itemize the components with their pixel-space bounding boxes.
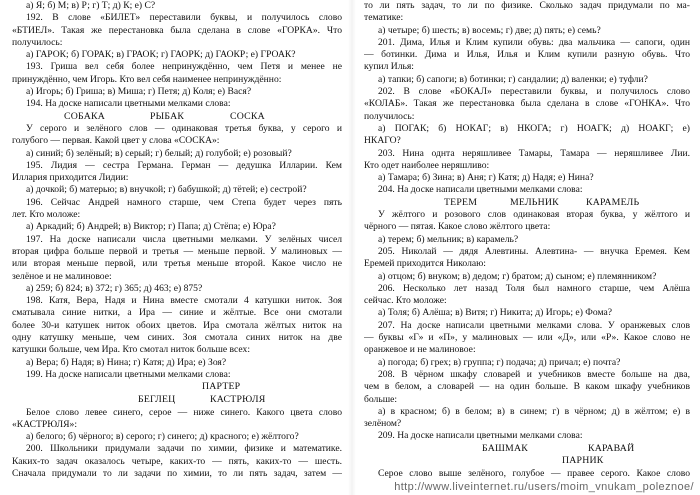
text-line: получилось: <box>12 36 63 48</box>
text-line: одну катушку меньше, чем синих. Зоя смотала синих ниток на две <box>12 332 342 344</box>
question-208: 208. В чёрном шкафу словарей и учебников вместе больше на два, <box>378 368 690 380</box>
word-row-194 <box>12 111 342 123</box>
word-parter: ПАРТЕР <box>202 381 241 393</box>
word-row-204 <box>364 197 690 209</box>
word-sobaka: СОБАКА <box>64 110 105 122</box>
answer-line: а) Аркадий; б) Андрей; в) Виктор; г) Папа; д) Стёпа; е) Юра? <box>26 221 276 233</box>
source-url: http://www.liveinternet.ru/users/moim_vnukam_poleznoe/ <box>394 481 694 493</box>
answer-line: а) четыре; б) шесть; в) восемь; г) две; д) пять; е) семь? <box>378 24 601 36</box>
right-page <box>364 0 690 480</box>
text-line: «КАСТРЮЛЯ»: <box>12 418 77 430</box>
text-line: «КОЛАБ». Такая же перестановка была сделана в слове «ГОНКА». Что <box>364 98 690 110</box>
text-line: тематике: <box>364 12 404 24</box>
text-line: НКАГО? <box>364 135 401 147</box>
answer-line: а) тапки; б) сапоги; в) ботинки; г) сандалии; д) валенки; е) туфли? <box>378 73 648 85</box>
question-200: 200. Школьники придумали задачи по химии, физике и математике. <box>26 443 342 455</box>
question-203: 203. Нина однта неряшливее Тамары, Тамара — неряшливее Лии. <box>378 147 690 159</box>
text-line: — ботинки. Дима и Илья, Илья и Клим купили разную обувь. Что <box>364 49 690 61</box>
text-line: У жёлтого и розового слов одинаковая вторая буква, у жёлтого и <box>378 209 690 221</box>
text-line: сматывала синие нитки, а Ира — синие и жёлтые. Все они смотали <box>12 307 342 319</box>
text-line: более 30-и катушек ниток обоих цветов. Ира смотала жёлтых ниток на <box>12 319 342 331</box>
word-row-209-top <box>364 443 690 455</box>
text-line: зелёном? <box>364 418 402 430</box>
question-197: 197. На доске написали числа цветными мелками. У зелёных чисел <box>26 233 342 245</box>
question-198: 198. Катя, Вера, Надя и Нина вместе смотали 4 катушки ниток. Зоя <box>26 295 342 307</box>
text-line: больше: <box>364 393 398 405</box>
text-line: вторая цифра больше первой и третья — меньше первой. У малиновых — <box>12 245 342 257</box>
question-201: 201. Дима, Илья и Клим купили обувь: два мальчика — сапоги, один <box>378 36 690 48</box>
answer-line: а) 259; б) 824; в) 372; г) 365; д) 463; е) 875? <box>26 282 203 294</box>
word-melnik: МЕЛЬНИК <box>510 196 559 208</box>
answer-line: а) в краснoм; б) в белом; в) в синем; г) в чёрном; д) в жёлтом; е) в <box>378 405 690 417</box>
text-line: «БТИЕЛ». Такая же перестановка была сделана в слове «ГОРКА». Что <box>12 24 342 36</box>
text-line: сейчас. Кто моложе: <box>364 295 447 307</box>
text-line: Серое слово выше зелёного, голубое — правее серого. Какое слово <box>378 467 690 479</box>
question-205: 205. Николай — дядя Алевтины. Алевтина- — внучка Еремея. Кем <box>378 245 690 257</box>
answer-line: а) погода; б) грех; в) группа; г) подача; д) причал; е) почта? <box>378 356 621 368</box>
text-line: то ли пять задач, то ли по физике. Сколько задач придумали по ма- <box>364 0 690 11</box>
text-line: — буквы «Г» и «П», у малиновых — или «Д», или «Р». Какое слово не <box>364 332 690 344</box>
text-line: чем в белом, а словарей — на один больше. В каком шкафу учебников <box>364 381 690 393</box>
word-parnik: ПАРНИК <box>562 454 604 466</box>
question-209: 209. На доске написали цветными мелками слова: <box>378 430 583 442</box>
answer-line: а) Тамара; б) Зина; в) Аня; г) Катя; д) Надя; е) Нина? <box>378 172 594 184</box>
text-line: Белое слово левее синего, серое — ниже синего. Какого цвета слово <box>26 406 342 418</box>
answer-line: а) белого; б) чёрного; в) серого; г) синего; д) красного; е) жёлтого? <box>26 431 299 443</box>
question-199: 199. На доске написали цветными мелками слова: <box>26 368 231 380</box>
text-line: оранжевое и не малиновое: <box>364 344 476 356</box>
answer-line: а) Я; б) М; в) Р; г) Т; д) К; е) С? <box>26 0 156 11</box>
text-line: Кто одет наиболее неряшливо: <box>364 159 490 171</box>
answer-line: а) терем; б) мельник; в) карамель? <box>378 233 519 245</box>
text-line: катушки больше, чем Ира. Кто смотал ниток больше всех: <box>12 344 250 356</box>
word-rybak: РЫБАК <box>150 110 185 122</box>
word-row-209-bottom <box>364 455 690 468</box>
answer-line: а) синий; б) зелёный; в) серый; г) белый; д) голубой; е) розовый? <box>26 147 292 159</box>
answer-line: а) ГАРОК; б) ГОРАК; в) ГРАОК; г) ГАОРК; д) ГАОКР; е) ГРОАК? <box>26 49 296 61</box>
question-196: 196. Сейчас Андрей намного старше, чем Степа будет через пять <box>26 196 342 208</box>
answer-line: а) отцом; б) внуком; в) дедом; г) братом; д) сыном; е) племянником? <box>378 270 657 282</box>
question-193: 193. Гриша вел себя более непринуждённо, чем Петя и менее не <box>26 61 342 73</box>
text-line: чёрного — пятая. Какое слово жёлтого цвета: <box>364 221 551 233</box>
question-207: 207. На доске написали цветными мелками слова. У оранжевых слов <box>378 319 690 331</box>
word-row-199-top <box>12 381 342 393</box>
question-195: 195. Лидия — сестра Германа. Герман — дедушка Илларии. Кем <box>26 159 342 171</box>
text-line: Каких-то задач оказалось четыре, каких-то — пять, каких-то — шесть. <box>12 455 342 467</box>
left-page <box>12 0 342 480</box>
text-line: Сначала придумали то ли задачи по химии, то ли пять задач, затем — <box>12 467 342 479</box>
text-line: лет. Кто моложе: <box>12 209 81 221</box>
answer-line: а) Вера; б) Надя; в) Нина; г) Катя; д) Ира; е) Зоя? <box>26 356 227 368</box>
question-194: 194. На доске написали цветными мелками слова: <box>26 98 231 110</box>
word-bashmak: БАШМАК <box>482 442 528 454</box>
text-line: или вторая меньше первой, или третья меньше второй. Какое число не <box>12 258 342 270</box>
question-202: 202. В слове «БОКАЛ» переставили буквы, и получилось слово <box>378 86 690 98</box>
text-line: зелёное и не малиновое: <box>12 270 112 282</box>
word-karavai: КАРАВАЙ <box>588 442 635 454</box>
question-204: 204. На доске написали цветными мелками слова: <box>378 184 583 196</box>
text-line: голубого — первая. Какой цвет у слова «СОСКА»: <box>12 135 220 147</box>
book-gutter <box>348 0 356 495</box>
text-line: получилось: <box>364 110 415 122</box>
text-line: Еремей приходится Николаю: <box>364 258 486 270</box>
word-beglets: БЕГЛЕЦ <box>138 393 176 405</box>
word-terem: ТЕРЕМ <box>444 196 478 208</box>
text-line: Иллария приходится Лидии: <box>12 172 129 184</box>
question-192: 192. В слове «БИЛЕТ» переставили буквы, и получилось слово <box>26 12 342 24</box>
word-karamel: КАРАМЕЛЬ <box>586 196 640 208</box>
text-line: У серого и зелёного слов — одинаковая третья буква, у серого и <box>26 122 342 134</box>
text-line: купил Илья: <box>364 61 414 73</box>
answer-line: а) Толя; б) Алёша; в) Витя; г) Никита; д) Игорь; е) Фома? <box>378 307 612 319</box>
word-soska: СОСКА <box>230 110 265 122</box>
answer-line: а) Игорь; б) Гриша; в) Миша; г) Петя; д) Коля; е) Вася? <box>26 86 252 98</box>
answer-line: а) ПОГАК; б) НОКАГ; в) НКОГА; г) НОАГК; д) НОАКГ; е) <box>378 122 690 134</box>
text-line: принуждённо, чем Игорь. Кто вел себя наименее непринуждённо: <box>12 73 282 85</box>
word-row-199-bottom <box>12 394 342 407</box>
answer-line: а) дочкой; б) матерью; в) внучкой; г) бабушкой; д) тётей; е) сестрой? <box>26 184 307 196</box>
word-kastryulya: КАСТРЮЛЯ <box>210 393 266 405</box>
question-206: 206. Несколько лет назад Толя был намного старше, чем Алёша <box>378 282 690 294</box>
